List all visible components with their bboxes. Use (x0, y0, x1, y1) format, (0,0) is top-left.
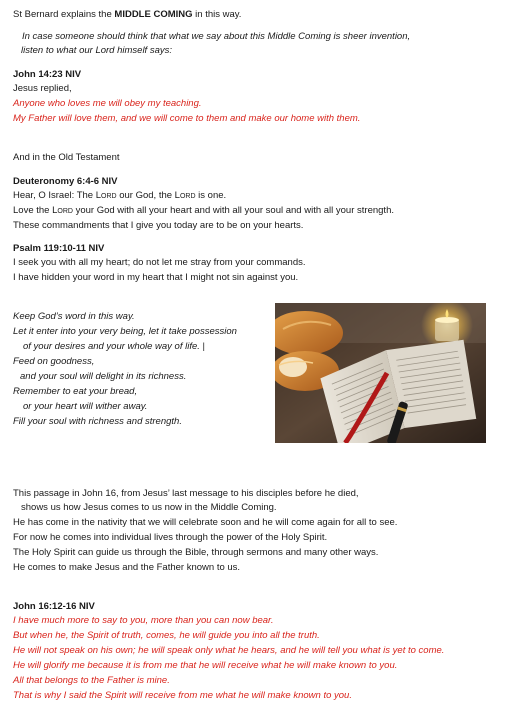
deut-text: is one. (195, 190, 227, 201)
john16-verse-1: I have much more to say to you, more than you can now bear. (13, 615, 274, 626)
intro-line (13, 9, 241, 21)
passage-line-5: The Holy Spirit can guide us through the Bible, through sermons and many other ways. (13, 547, 379, 558)
john16-verse-3: He will not speak on his own; he will speak only what he hears, and he will tell you what is yet to come. (13, 645, 445, 656)
deuteronomy-verse-2 (13, 205, 394, 217)
john14-reference: John 14:23 NIV (13, 69, 82, 80)
passage-line-2: shows us how Jesus comes to us now in the Middle Coming. (21, 502, 277, 513)
poem-line-6: Remember to eat your bread, (13, 386, 138, 397)
lord-smallcaps: Lord (174, 190, 196, 201)
psalm-verse-2: I have hidden your word in my heart that I might not sin against you. (13, 272, 299, 283)
poem-line-3 (23, 341, 205, 353)
case-line-2: listen to what our Lord himself says: (21, 45, 173, 56)
john14-lead: Jesus replied, (13, 83, 72, 94)
deuteronomy-reference: Deuteronomy 6:4-6 NIV (13, 176, 118, 187)
intro-bold: MIDDLE COMING (114, 9, 193, 20)
passage-line-3: He has come in the nativity that we will celebrate soon and he will come again for all to see. (13, 517, 398, 528)
passage-line-6: He comes to make Jesus and the Father known to us. (13, 562, 241, 573)
deut-text: your God with all your heart and with all your soul and with all your strength. (72, 205, 394, 216)
lord-smallcaps: Lord (52, 205, 73, 216)
deut-text: Love the (13, 205, 53, 216)
deuteronomy-verse-3: These commandments that I give you today are to be on your hearts. (13, 220, 304, 231)
old-testament-heading: And in the Old Testament (13, 152, 120, 163)
poem-line-7: or your heart will wither away. (23, 401, 148, 412)
deut-text: our God, the (116, 190, 175, 201)
bread-bible-candle-photo (275, 303, 486, 443)
poem-text: of your desires and your whole way of life. (23, 341, 200, 352)
passage-line-4: For now he comes into individual lives through the power of the Holy Spirit. (13, 532, 328, 543)
poem-line-8: Fill your soul with richness and strength. (13, 416, 182, 427)
intro-text: St Bernard explains the (13, 9, 115, 20)
john16-verse-2: But when he, the Spirit of truth, comes, he will guide you into all the truth. (13, 630, 320, 641)
psalm-reference: Psalm 119:10-11 NIV (13, 243, 105, 254)
photo-illustration (275, 303, 486, 443)
text-cursor-icon: | (199, 341, 206, 352)
john16-verse-6: That is why I said the Spirit will receive from me what he will make known to you. (13, 690, 352, 701)
intro-suffix: in this way. (192, 9, 242, 20)
case-line-1: In case someone should think that what we say about this Middle Coming is sheer invention, (22, 31, 411, 42)
lord-smallcaps: Lord (95, 190, 117, 201)
poem-line-2: Let it enter into your very being, let it take possession (13, 326, 237, 337)
john16-verse-4: He will glorify me because it is from me that he will receive what he will make known to you. (13, 660, 398, 671)
passage-line-1: This passage in John 16, from Jesus’ last message to his disciples before he died, (13, 488, 359, 499)
poem-line-1: Keep God’s word in this way. (13, 311, 135, 322)
deut-text: Hear, O Israel: The (13, 190, 96, 201)
poem-line-5: and your soul will delight in its richness. (20, 371, 187, 382)
poem-line-4: Feed on goodness, (13, 356, 95, 367)
john14-verse-2: My Father will love them, and we will come to them and make our home with them. (13, 113, 361, 124)
john16-reference: John 16:12-16 NIV (13, 601, 95, 612)
deuteronomy-verse-1 (13, 190, 226, 202)
john14-verse-1: Anyone who loves me will obey my teaching. (13, 98, 202, 109)
psalm-verse-1: I seek you with all my heart; do not let me stray from your commands. (13, 257, 306, 268)
john16-verse-5: All that belongs to the Father is mine. (13, 675, 170, 686)
